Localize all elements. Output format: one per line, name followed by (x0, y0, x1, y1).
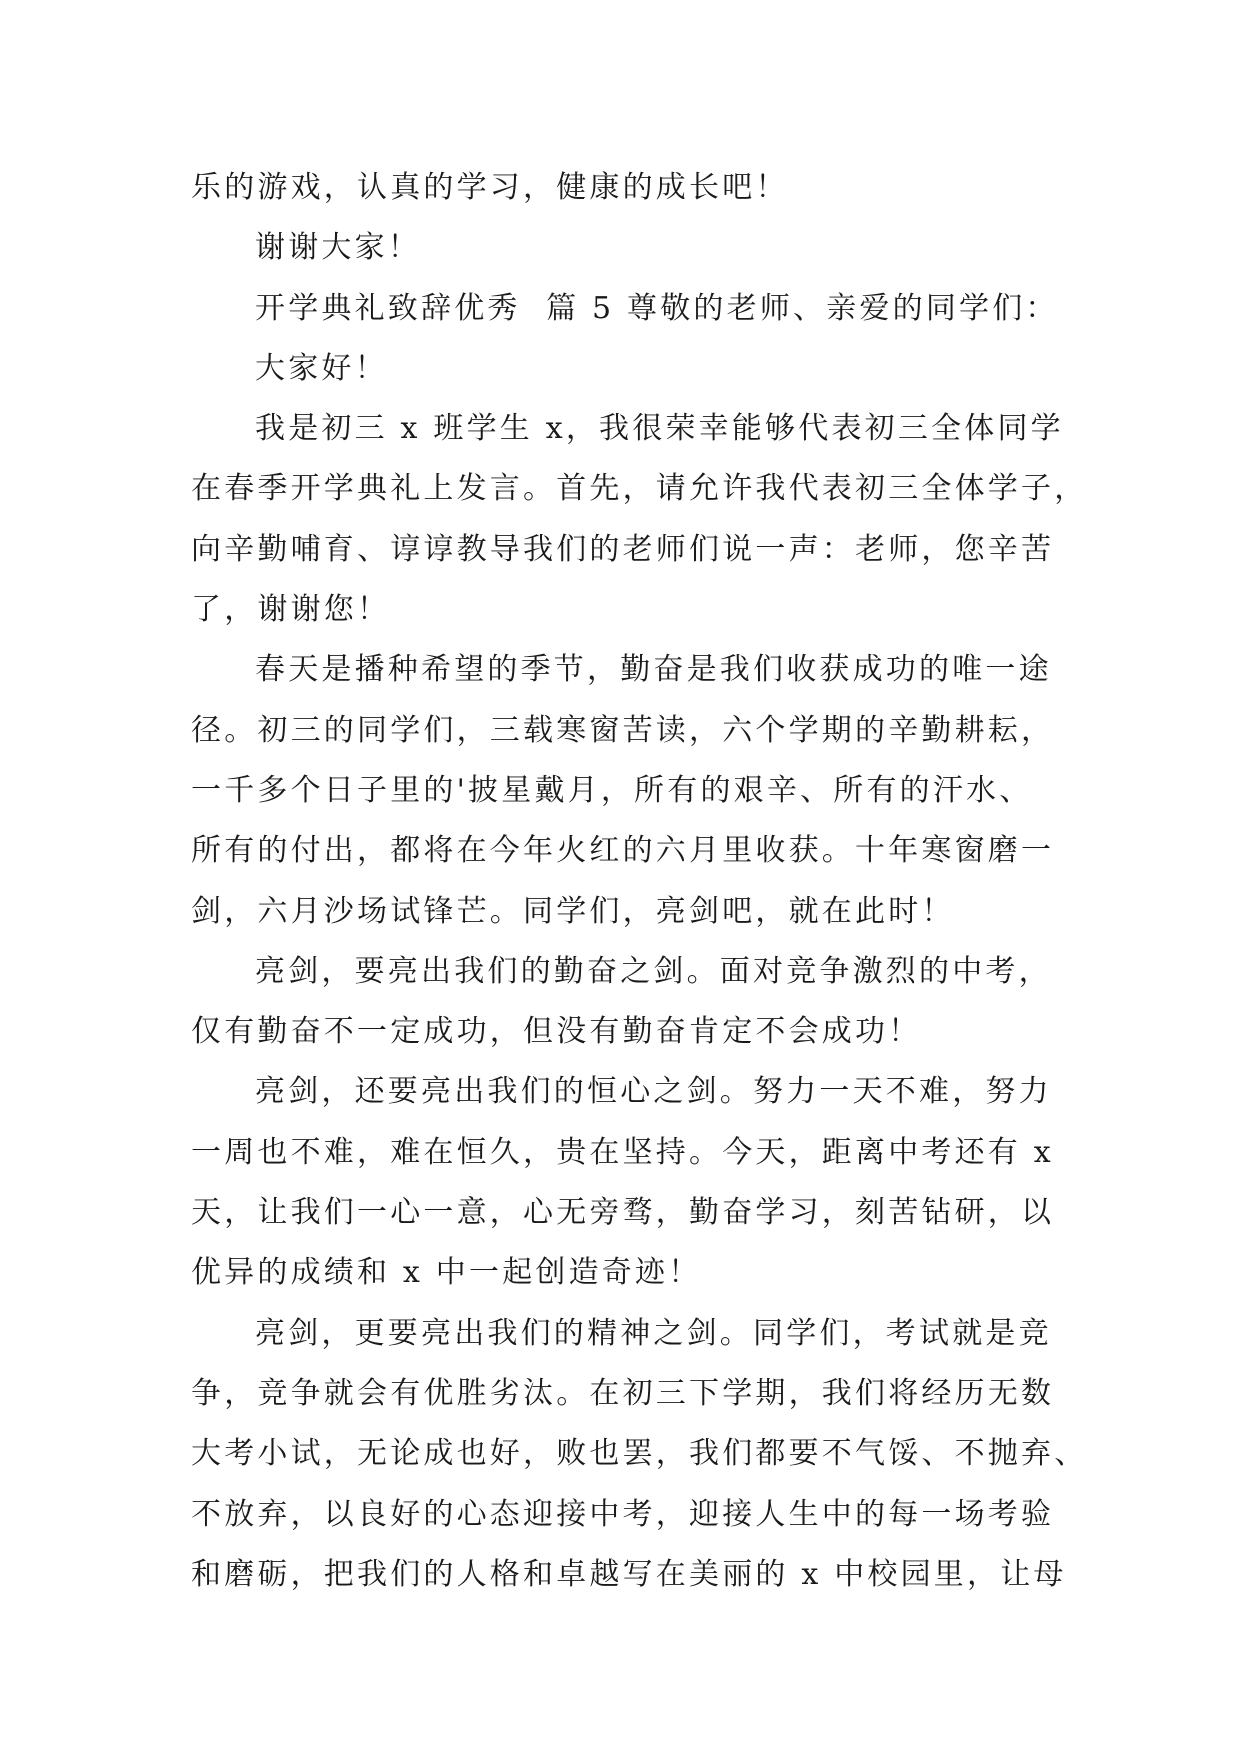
text-line: 所有的付出，都将在今年火红的六月里收获。十年寒窗磨一 (191, 833, 1055, 869)
text-line: 开学典礼致辞优秀 篇 5 尊敬的老师、亲爱的同学们： (255, 290, 1059, 326)
text-line: 争，竞争就会有优胜劣汰。在初三下学期，我们将经历无数 (191, 1375, 1055, 1411)
text-line: 天，让我们一心一意，心无旁骛，勤奋学习，刻苦钻研，以 (191, 1195, 1055, 1231)
text-line: 大考小试，无论成也好，败也罢，我们都要不气馁、不抛弃、 (191, 1436, 1088, 1472)
text-line: 剑，六月沙场试锋芒。同学们，亮剑吧，就在此时！ (191, 893, 955, 929)
text-line: 谢谢大家！ (255, 230, 421, 266)
text-line: 我是初三 x 班学生 x，我很荣幸能够代表初三全体同学 (255, 411, 1064, 447)
text-line: 了，谢谢您！ (191, 592, 391, 628)
document-body (191, 158, 1088, 1605)
text-line: 一周也不难，难在恒久，贵在坚持。今天，距离中考还有 x (191, 1134, 1054, 1170)
text-line: 向辛勤哺育、谆谆教导我们的老师们说一声：老师，您辛苦 (191, 531, 1055, 567)
text-line: 亮剑，还要亮出我们的恒心之剑。努力一天不难，努力 (255, 1074, 1052, 1110)
text-line: 优异的成绩和 x 中一起创造奇迹！ (191, 1255, 702, 1291)
text-line: 大家好！ (255, 350, 388, 386)
text-line: 在春季开学典礼上发言。首先，请允许我代表初三全体学子， (191, 471, 1088, 507)
text-line: 亮剑，要亮出我们的勤奋之剑。面对竞争激烈的中考， (255, 953, 1052, 989)
text-line: 仅有勤奋不一定成功，但没有勤奋肯定不会成功！ (191, 1014, 922, 1050)
text-line: 春天是播种希望的季节，勤奋是我们收获成功的唯一途 (255, 652, 1052, 688)
text-line: 径。初三的同学们，三载寒窗苦读，六个学期的辛勤耕耘， (191, 712, 1055, 748)
text-line: 亮剑，更要亮出我们的精神之剑。同学们，考试就是竞 (255, 1315, 1052, 1351)
text-line: 乐的游戏，认真的学习，健康的成长吧！ (191, 170, 789, 205)
text-line: 不放弃，以良好的心态迎接中考，迎接人生中的每一场考验 (191, 1496, 1055, 1532)
text-line: 和磨砺，把我们的人格和卓越写在美丽的 x 中校园里，让母 (191, 1556, 1067, 1592)
text-line: 一千多个日子里的'披星戴月，所有的艰辛、所有的汗水、 (191, 772, 1033, 808)
